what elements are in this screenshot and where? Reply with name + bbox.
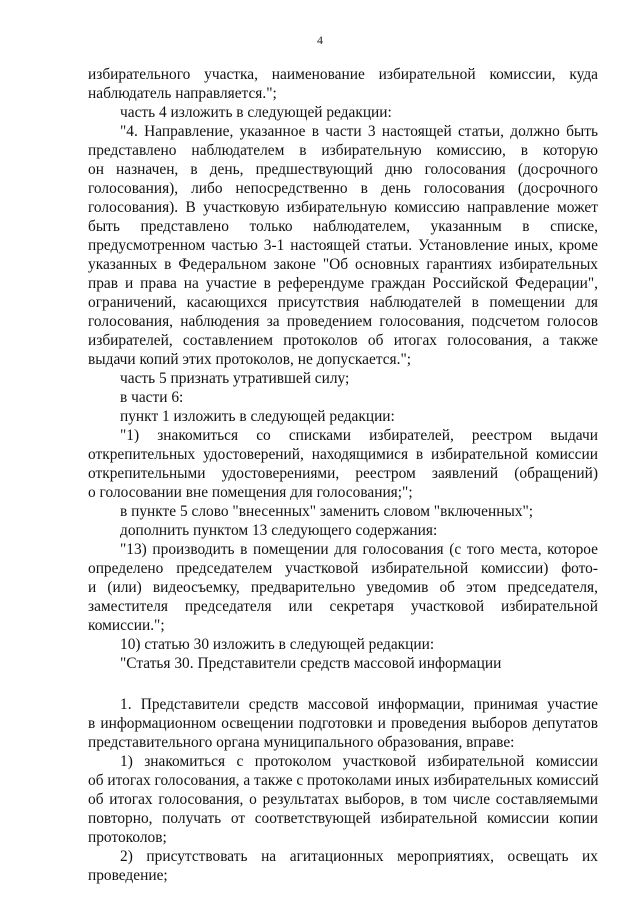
text-line: выдачи копий этих протоколов, не допускается."; (88, 351, 412, 368)
section-heading: "Статья 30. Представители средств массовой информации (120, 655, 502, 672)
text-line: открепительных удостоверений, находящимися в избирательной комиссии (88, 446, 598, 463)
text-line: открепительными удостоверениями, реестром заявлений (обращений) (88, 465, 598, 482)
text-line: наблюдатель направляется."; (88, 85, 277, 102)
text-line: указанных в Федеральном законе "Об основных гарантиях избирательных (88, 256, 598, 273)
text-line: быть представлено только наблюдателем, указанным в списке, (88, 218, 598, 235)
text-line: "1) знакомиться со списками избирателей, реестром выдачи (120, 427, 598, 444)
text-line: в пункте 5 слово "внесенных" заменить словом "включенных"; (120, 503, 534, 520)
text-line: об итогах голосования, о результатах выборов, в том числе составляемыми (88, 791, 598, 808)
text-line: избирательного участка, наименование избирательной комиссии, куда (88, 66, 598, 83)
text-line: представлено наблюдателем в избирательную комиссию, в которую (88, 142, 598, 159)
text-line: ограничений, касающихся присутствия наблюдателей в помещении для (88, 294, 598, 311)
text-line: и (или) видеосъемку, предварительно уведомив об этом председателя, (88, 579, 598, 596)
text-line: об итогах голосования, а также с протоколами иных избирательных комиссий (88, 772, 599, 789)
text-line: "4. Направление, указанное в части 3 настоящей статьи, должно быть (120, 123, 598, 140)
text-line: 2) присутствовать на агитационных мероприятиях, освещать их (120, 848, 598, 865)
text-line: о голосовании вне помещения для голосования;"; (88, 484, 413, 501)
page-number: 4 (317, 33, 323, 47)
text-line: проведение; (88, 867, 168, 884)
text-line: часть 5 признать утратившей силу; (120, 370, 350, 387)
text-line: избирателей, составлением протоколов об итогах голосования, а также (88, 332, 598, 349)
text-line: он назначен, в день, предшествующий дню голосования (досрочного (88, 161, 598, 178)
text-line: 1. Представители средств массовой информации, принимая участие (120, 696, 598, 713)
text-line: заместителя председателя или секретаря участковой избирательной (88, 598, 598, 615)
text-line: дополнить пунктом 13 следующего содержания: (120, 522, 438, 539)
text-line: повторно, получать от соответствующей избирательной комиссии копии (88, 810, 598, 827)
text-line: голосования), либо непосредственно в день голосования (досрочного (88, 180, 598, 197)
text-line: протоколов; (88, 829, 167, 846)
text-line: прав и права на участие в референдуме граждан Российской Федерации", (88, 275, 598, 292)
text-line: в части 6: (120, 389, 184, 406)
text-line: часть 4 изложить в следующей редакции: (120, 104, 392, 121)
text-line: 1) знакомиться с протоколом участковой избирательной комиссии (120, 753, 598, 770)
text-line: голосования). В участковую избирательную комиссию направление может (88, 199, 598, 216)
text-line: представительного органа муниципального образования, вправе: (88, 734, 515, 751)
text-line: голосования, наблюдения за проведением голосования, подсчетом голосов (88, 313, 598, 330)
text-line: в информационном освещении подготовки и проведения выборов депутатов (88, 715, 598, 732)
text-line: 10) статью 30 изложить в следующей редакции: (120, 636, 435, 653)
text-line: "13) производить в помещении для голосования (с того места, которое (120, 541, 598, 558)
text-line: предусмотренном частью 3-1 настоящей статьи. Установление иных, кроме (88, 237, 598, 254)
text-line: комиссии."; (88, 617, 165, 634)
text-line: пункт 1 изложить в следующей редакции: (120, 408, 395, 425)
text-line: определено председателем участковой избирательной комиссии) фото- (88, 560, 598, 577)
